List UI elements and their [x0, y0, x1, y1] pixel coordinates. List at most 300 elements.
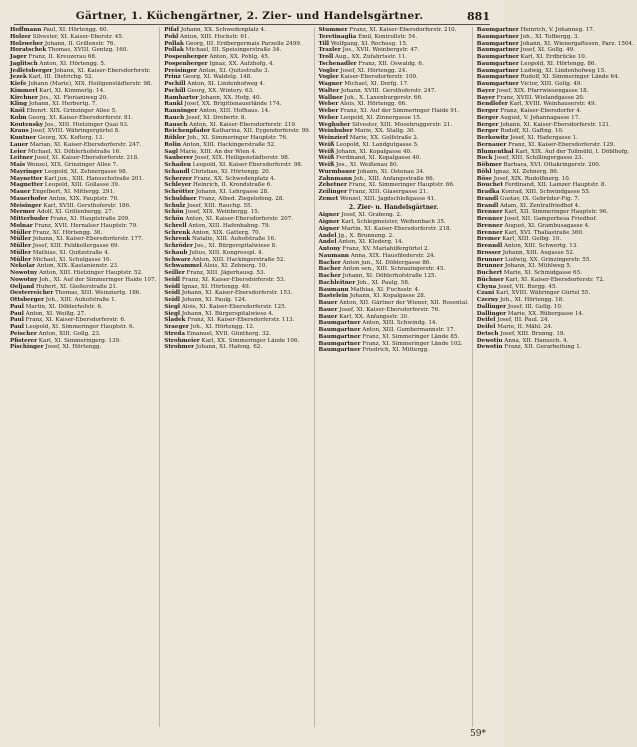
directory-entry — [477, 149, 634, 156]
entry-address: Karl, XI. Erdbrücke 10. — [518, 54, 587, 60]
directory-entry — [319, 108, 469, 115]
entry-address: Jos., XVII. Weinbergstr. 47. — [340, 47, 420, 54]
entry-address: Karl, XIX. Auf der Tollmühl, I. Döblhofg. — [513, 148, 630, 155]
directory-entry — [477, 270, 634, 277]
directory-entry — [164, 54, 310, 61]
directory-entry — [319, 253, 469, 260]
entry-name: Kimmerl — [10, 87, 38, 94]
entry-address: Wolfgang, XI. Rochusg. 15. — [329, 40, 408, 47]
entry-name: Bauer — [318, 306, 338, 313]
directory-entry — [477, 250, 634, 257]
entry-name: Schaden — [164, 162, 191, 168]
directory-entry — [10, 209, 156, 216]
entry-name: Stummer — [318, 27, 348, 33]
entry-address: Karl, XI. Kaiser-Ebersdorferstr. 72. — [503, 276, 605, 283]
entry-address: Anton, XI. Quitzstraße 3. — [196, 67, 270, 74]
entry-name: Pischinger — [10, 344, 44, 351]
entry-address: Jg., X. Brunneng. 2. — [336, 232, 394, 239]
entry-name: Weber — [318, 101, 339, 108]
entry-address: Hubert, XI. Gießerstraße 21. — [34, 283, 118, 290]
entry-address: Karl, XVIII. Währinger Gürtel 55. — [494, 290, 591, 297]
directory-entry — [319, 88, 469, 95]
directory-entry — [10, 277, 156, 284]
directory-entry — [164, 142, 310, 149]
entry-name: Schleyer — [164, 182, 192, 189]
directory-entry — [319, 68, 469, 75]
entry-address: Johann, XI. Kaiser-Ebersdorferstr. 153. — [180, 290, 293, 297]
entry-name: Seiller — [164, 270, 185, 276]
entry-address: Georg, XX. Wintery. 63. — [185, 87, 254, 94]
entry-address: August, XI. Grambusagasse 4. — [502, 222, 590, 229]
entry-address: Rudolf, XI. Simmeringer Lände 64. — [518, 74, 620, 81]
entry-address: Ignaz, XI. Zehnerg. 86. — [491, 168, 559, 175]
entry-name: Weber — [318, 108, 339, 114]
entry-name: Dallinger — [476, 303, 507, 310]
directory-entry — [164, 68, 310, 75]
entry-name: Schrenk — [164, 229, 191, 236]
entry-name: Brosser — [476, 249, 502, 256]
entry-name: Böse — [476, 175, 492, 182]
directory-entry — [319, 34, 469, 41]
entry-address: Franz, XI. Simmeringer Lände 102. — [360, 340, 463, 347]
directory-column-1 — [10, 27, 160, 727]
entry-address: Anton, XIII. Gumbermannstr. 17. — [360, 327, 456, 333]
entry-name: Andel — [318, 239, 337, 246]
entry-address: Alois, XI. Kaiser-Ebersdorferstr. 125. — [180, 303, 287, 310]
entry-address: Josef, XIII. Schillingergasse 23. — [492, 155, 584, 162]
entry-address: Josef, XIX. Pfarrwiesengasse 18. — [494, 87, 589, 94]
entry-address: Johann, XI. Ostenau 34. — [355, 168, 425, 175]
entry-name: Deifel — [476, 317, 496, 324]
directory-entry — [477, 54, 634, 61]
entry-name: Bacher — [318, 273, 341, 279]
directory-entry — [319, 115, 469, 122]
entry-name: Baumgartner — [318, 340, 361, 347]
directory-entry — [477, 311, 634, 318]
directory-entry — [319, 101, 469, 108]
directory-entry — [164, 331, 310, 338]
directory-entry — [319, 219, 469, 226]
entry-address: Alois, XI. Hörtengg. 66. — [338, 101, 407, 108]
entry-name: Till — [318, 40, 330, 47]
directory-entry — [319, 128, 469, 135]
entry-name: Baumgartner — [476, 60, 519, 67]
entry-address: Franz, XV. Mariahilfergürtel 2. — [340, 246, 430, 252]
entry-name: Blumenthal — [476, 148, 514, 155]
entry-address: Josef, III. Gollg. 10. — [506, 303, 563, 310]
entry-address: Jos., XIII. Hietzinger Quai 93. — [43, 121, 129, 128]
entry-address: Anton, XI. Hörtengg. 5. — [37, 60, 106, 67]
directory-entry — [10, 311, 156, 318]
entry-address: Karl, III. Dietrichg. 52. — [26, 74, 94, 81]
entry-address: Franz, XI. Auf der Simmeringer Haide 91. — [338, 108, 460, 114]
entry-address: Franz, XVIII. Wielandgasse 20. — [494, 94, 585, 101]
entry-name: Preisinger — [164, 67, 197, 74]
entry-name: Baumgartner — [476, 40, 519, 47]
directory-entry — [10, 284, 156, 291]
entry-address: Josef, XIX. Weinbergg. 15. — [183, 209, 260, 216]
directory-entry — [319, 320, 469, 327]
entry-name: Böhl — [476, 168, 492, 175]
entry-name: Schandl — [164, 168, 190, 175]
entry-address: Johann (Marie), XIX. Heiligenstädterstr. 98. — [26, 81, 153, 87]
entry-address: Johann, XI. Bürgerspitalwiese 4. — [180, 310, 274, 317]
entry-name: Bendlofer — [476, 101, 508, 108]
directory-entry — [477, 324, 634, 331]
entry-name: Deifel — [476, 324, 496, 330]
entry-name: Ottsberger — [10, 297, 45, 303]
directory-entry — [319, 81, 469, 88]
directory-entry — [477, 34, 634, 41]
entry-name: Baumgartner — [476, 47, 519, 54]
directory-entry — [164, 176, 310, 183]
directory-entry — [477, 277, 634, 284]
entry-name: Pospenberger — [164, 60, 208, 67]
entry-name: Kolm — [10, 114, 27, 121]
entry-name: Bauer — [318, 313, 338, 320]
entry-address: Franz, XI. Hauptstraße 209. — [48, 216, 130, 222]
entry-address: Victor, XIII. Gollg. 49. — [518, 81, 583, 87]
directory-entry — [10, 203, 156, 210]
directory-entry — [477, 115, 634, 122]
entry-name: Baumann — [318, 286, 349, 293]
directory-entry — [164, 344, 310, 351]
entry-address: Josef, XII. Gamperbesa Friedhof. — [502, 216, 598, 222]
entry-name: Weinzierl — [318, 135, 349, 141]
entry-address: Alois, XI. Zehnerg. 10. — [201, 263, 268, 270]
entry-name: Sladek — [164, 317, 186, 324]
directory-entry — [477, 209, 634, 216]
entry-name: Schaub — [164, 249, 188, 256]
directory-entry — [164, 128, 310, 135]
directory-entry — [10, 223, 156, 230]
entry-name: Jezek — [10, 74, 27, 81]
entry-name: Schrenk — [164, 236, 191, 243]
entry-name: Schrötter — [164, 189, 195, 195]
directory-entry — [10, 68, 156, 75]
directory-entry — [164, 311, 310, 318]
directory-entry — [10, 216, 156, 223]
entry-name: Paul — [10, 310, 24, 317]
directory-entry — [319, 122, 469, 129]
directory-columns — [10, 27, 634, 727]
directory-entry — [319, 293, 469, 300]
entry-address: Thomas, XIII. Weinzierlg. 186. — [53, 290, 142, 297]
directory-entry — [10, 236, 156, 243]
directory-entry — [164, 317, 310, 324]
entry-address: Karl, Schlegmeister, Weihenbach 35. — [339, 219, 446, 225]
entry-address: Michael, XI. Schulgasse 16. — [31, 256, 112, 263]
entry-address: Johann, II. Grillenstr. 76. — [43, 40, 116, 47]
page-header — [14, 8, 490, 25]
directory-entry — [164, 169, 310, 176]
directory-entry — [10, 196, 156, 203]
directory-entry — [10, 250, 156, 257]
entry-name: Streda — [164, 330, 185, 337]
entry-name: Leier — [10, 148, 27, 155]
entry-name: Pohl — [164, 33, 179, 40]
entry-name: Rolin — [164, 141, 181, 148]
entry-address: Johann, XI. Kopalgasse 40. — [334, 148, 412, 155]
entry-name: Weghuber — [318, 121, 351, 128]
directory-entry — [477, 189, 634, 196]
directory-entry — [164, 149, 310, 156]
entry-name: Jager — [10, 54, 27, 60]
directory-entry — [10, 47, 156, 54]
entry-name: Aigner — [318, 212, 340, 219]
directory-entry — [477, 236, 634, 243]
entry-address: Anton, XIII. Hafenbahng. 79. — [186, 222, 271, 229]
directory-entry — [164, 236, 310, 243]
directory-entry — [164, 223, 310, 230]
entry-name: Berkowitz — [476, 135, 509, 141]
entry-address: Karl, XVIII. Weinhauserstr. 49. — [507, 101, 597, 108]
directory-entry — [10, 324, 156, 331]
directory-entry — [319, 135, 469, 142]
sheet-signature: 59* — [470, 729, 486, 739]
entry-address: Anna, XIX. Hausfilederstr. 24. — [349, 252, 436, 259]
entry-name: Paul — [10, 317, 24, 324]
entry-address: Natalie, XIII. Auhofstraße 16. — [190, 236, 276, 243]
directory-entry — [164, 243, 310, 250]
entry-address: Johann, XI. Mühlweg 5. — [503, 263, 572, 270]
entry-address: Anton, XI. Kaiser-Ebersdorferstr. 219. — [187, 121, 297, 128]
entry-name: Pollak — [164, 47, 184, 54]
entry-name: Seidl — [164, 276, 181, 283]
directory-column-3 — [319, 27, 473, 727]
entry-name: Wallner — [318, 94, 343, 101]
entry-address: Anton, XIII. Schwindg. 14. — [360, 320, 438, 327]
entry-address: Leopold, XI. Zinnergasse 15. — [338, 114, 422, 121]
entry-address: Michael, XI. Dorfg. 17. — [342, 81, 409, 87]
directory-entry — [164, 277, 310, 284]
directory-entry — [319, 74, 469, 81]
entry-address: Johann, XX. Hofg. 40. — [198, 94, 262, 101]
entry-address: Johann, XIII. Augasse 52. — [501, 249, 575, 256]
entry-address: Friedrich, XI. Mittergg. — [360, 347, 429, 354]
entry-address: Wenzel, XIX. Grinzinger Allee 7. — [25, 162, 118, 168]
directory-entry — [164, 250, 310, 257]
directory-entry — [477, 297, 634, 304]
entry-name: Detsch — [476, 330, 499, 337]
entry-name: Kirchner — [10, 94, 38, 101]
entry-address: Franz, Kaiser-Ebersdorfer 4. — [498, 108, 582, 114]
directory-entry — [10, 108, 156, 115]
entry-address: Anton, XII. Gärtner der Wiener, XII. Rosental. — [337, 300, 469, 306]
entry-address: Konrad, XIII. Schwindgasse 55. — [499, 189, 591, 195]
entry-name: Böhmer — [476, 162, 502, 168]
directory-entry — [319, 61, 469, 68]
entry-name: Sraeger — [164, 324, 189, 330]
entry-address: Franz, XX. Schwedenplatz 4. — [191, 175, 276, 182]
entry-name: Pospenberger — [164, 54, 208, 60]
entry-address: Emil, Kontrollstr. 54. — [356, 33, 418, 40]
entry-name: Maynetter — [10, 175, 43, 182]
directory-entry — [10, 338, 156, 345]
entry-address: Marie, XI. Schmidgasse 65. — [502, 270, 582, 276]
entry-address: Josef, XI. Hadergasse 1. — [508, 135, 578, 141]
entry-name: Baumgartner — [318, 347, 361, 354]
directory-entry — [164, 122, 310, 129]
entry-address: Karl, XX. Anfangsstr. 30. — [337, 313, 410, 320]
entry-name: Reichenpfader — [164, 128, 211, 135]
directory-entry — [319, 273, 469, 280]
entry-address: Georg, XI. Waldstg. 148. — [180, 74, 252, 81]
entry-address: Mathias, XI. Quitzstraße 4. — [31, 249, 110, 256]
entry-name: Holzweber — [10, 40, 44, 47]
entry-name: Schulz — [164, 202, 186, 209]
entry-name: Zemet — [318, 195, 339, 202]
entry-address: Leopold, XIII. Gollasse 39. — [43, 182, 120, 189]
directory-entry — [477, 122, 634, 129]
entry-address: Ignaz, XI. Hörtengg. 49. — [180, 283, 251, 290]
entry-address: Anton, XIII. Hochstr. 61. — [178, 33, 250, 40]
entry-name: Ranninger — [164, 108, 198, 114]
entry-address: Johann, XI. Herbertg. 7. — [27, 101, 98, 108]
entry-address: Anton, XIX. Pauptstr. 76. — [47, 195, 119, 202]
entry-address: Franz, XI. Hörtengg. 36. — [31, 229, 103, 236]
entry-name: Jedletsberger — [10, 67, 53, 74]
entry-address: Anton, XIII. Hackingerstraße 52. — [190, 256, 286, 263]
entry-address: Jos., XI. Weißenau 80. — [334, 162, 399, 168]
directory-entry — [164, 196, 310, 203]
entry-address: Franz, XI. Kaiser-Ebersdorferstr. 6. — [23, 317, 126, 324]
directory-entry — [319, 307, 469, 314]
entry-name: Brandl — [476, 195, 499, 202]
entry-name: Siegl — [164, 310, 181, 317]
entry-address: Anna, XII. Hanusch. 4. — [502, 337, 569, 344]
entry-name: Müller — [10, 243, 32, 249]
directory-entry — [319, 142, 469, 149]
directory-entry — [10, 135, 156, 142]
directory-entry — [164, 297, 310, 304]
directory-entry — [164, 290, 310, 297]
entry-name: Büchner — [476, 276, 504, 283]
entry-name: Mermer — [10, 209, 36, 216]
directory-entry — [477, 203, 634, 210]
entry-name: Schön — [164, 216, 184, 222]
entry-address: Joh., XI. Paulg. 58. — [355, 279, 410, 286]
entry-name: Weber — [318, 114, 339, 121]
directory-entry — [164, 182, 310, 189]
directory-entry — [164, 270, 310, 277]
entry-address: Marie, XX. Rübergasse 14. — [506, 310, 584, 317]
directory-entry — [319, 260, 469, 267]
directory-entry — [164, 108, 310, 115]
entry-name: Aigner — [318, 225, 340, 232]
directory-entry — [477, 196, 634, 203]
directory-entry — [10, 27, 156, 34]
entry-address: Georg, III. Erdbergermais Parzelle 2499. — [183, 40, 302, 47]
entry-name: Holzer — [10, 33, 31, 40]
entry-address: Paul, XI. Hörtengg. 60. — [41, 27, 109, 33]
entry-name: Berger — [476, 128, 499, 135]
directory-entry — [319, 47, 469, 54]
entry-address: Joh., XI. Simmeringer Hauptstr. 76. — [185, 135, 288, 141]
entry-name: Pfisterer — [10, 337, 38, 344]
directory-entry — [477, 41, 634, 48]
entry-address: Josef, XIII. Brunng. 19. — [498, 330, 566, 337]
entry-address: Leopold, XI. Zehnergasse 98. — [42, 168, 128, 175]
entry-address: Anton, XI. Kaiser-Ebersdorferstr. 207. — [183, 216, 293, 222]
entry-name: Baumgartner — [476, 54, 519, 60]
entry-address: Anton, XI. Klederg. 14. — [336, 239, 404, 246]
directory-entry — [477, 182, 634, 189]
entry-name: Antony — [318, 246, 341, 252]
directory-entry — [477, 230, 634, 237]
entry-name: Mitterbuder — [10, 216, 49, 222]
entry-name: Naumann — [318, 252, 349, 259]
entry-address: Karl, XII. Simmeringer Hauptstr. 96. — [502, 209, 609, 216]
directory-entry — [10, 54, 156, 61]
directory-entry — [164, 88, 310, 95]
entry-address: Josef, XIII. Feldkellergasse 69. — [31, 243, 120, 249]
directory-entry — [477, 61, 634, 68]
entry-name: Schrell — [164, 222, 187, 229]
directory-entry — [164, 162, 310, 169]
directory-entry — [319, 239, 469, 246]
directory-entry — [10, 122, 156, 129]
entry-name: Baumgartner — [318, 333, 361, 340]
directory-entry — [319, 182, 469, 189]
directory-entry — [10, 128, 156, 135]
entry-address: Adam, XI. Zentralfriedhof 4. — [498, 202, 580, 209]
entry-name: Ramharter — [164, 94, 199, 101]
entry-address: Mathias, XI. Fuchsstr. 4. — [348, 286, 420, 293]
entry-address: Barbara, XVI. Ottakringerstr. 200. — [501, 162, 601, 168]
directory-entry — [10, 331, 156, 338]
entry-name: Lauer — [10, 141, 29, 148]
entry-name: Bremer — [476, 236, 501, 243]
directory-entry — [10, 304, 156, 311]
entry-name: Mauer — [10, 189, 31, 195]
entry-name: Molnar — [10, 222, 33, 229]
entry-name: Koutensky — [10, 121, 44, 128]
entry-name: Sauberer — [164, 155, 193, 162]
entry-name: Müller — [10, 249, 32, 256]
entry-address: Josef, XI. Hörtengg. 24. — [338, 67, 408, 74]
directory-entry — [10, 270, 156, 277]
directory-entry — [319, 266, 469, 273]
entry-address: Josef, XIII. Rauchg. 55. — [185, 202, 253, 209]
directory-entry — [477, 162, 634, 169]
entry-address: Johann, XI. Döblerhofstraße 125. — [340, 273, 437, 279]
entry-address: Jos., XI. Bürgerspitalwiese 8. — [192, 243, 277, 249]
entry-name: Bacher — [318, 266, 341, 273]
entry-name: Paul — [10, 324, 24, 330]
directory-entry — [319, 41, 469, 48]
entry-name: Weiß — [318, 148, 335, 155]
entry-address: Karl, XX. Simmeringer Lände 106. — [199, 337, 300, 344]
entry-name: Berger — [476, 108, 499, 114]
directory-entry — [477, 257, 634, 264]
entry-name: Nowotny — [10, 270, 38, 276]
directory-entry — [164, 81, 310, 88]
entry-address: Josef, XI. Kaiser-Ebersdorferstr. 218. — [32, 155, 139, 162]
entry-address: Anton, XIII. Hietzinger Hauptstr. 52. — [37, 270, 143, 276]
entry-address: Johann, XVIII. Gersthoferstr. 247. — [339, 87, 437, 94]
entry-address: Marie, XX. Stallg. 30. — [352, 128, 416, 135]
directory-entry — [164, 230, 310, 237]
directory-entry — [319, 226, 469, 233]
entry-address: Johann, XX. Schwedenplatz 4. — [179, 27, 266, 33]
entry-name: Horatschek — [10, 47, 47, 54]
entry-name: Meisinger — [10, 202, 42, 209]
entry-name: Bradka — [476, 189, 500, 195]
directory-entry — [477, 290, 634, 297]
directory-entry — [477, 169, 634, 176]
entry-name: Bauer — [318, 300, 338, 306]
